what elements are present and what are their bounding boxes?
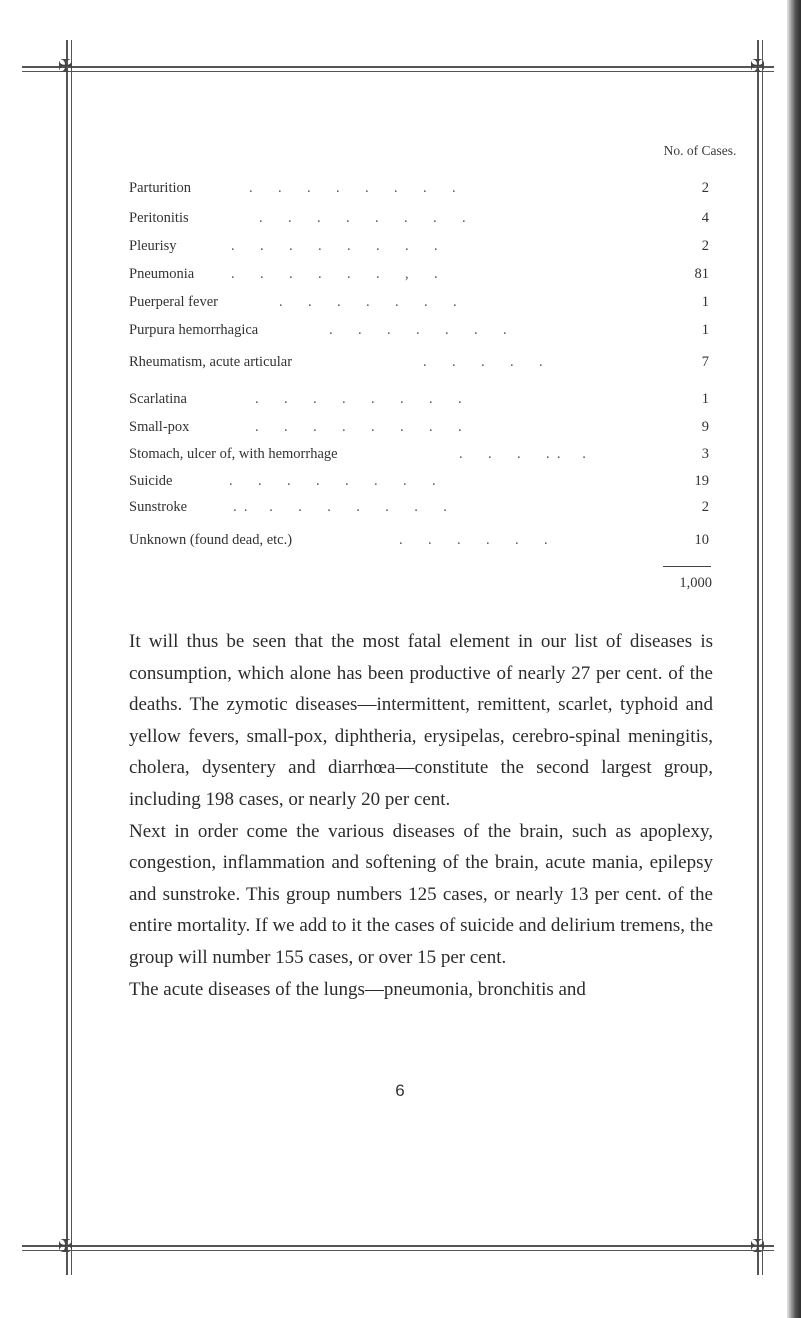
table-row	[129, 496, 709, 518]
row-label: Scarlatina	[129, 391, 187, 407]
table-row	[129, 319, 709, 341]
table-row	[129, 351, 709, 373]
row-value: 19	[694, 473, 709, 489]
row-value: 10	[694, 532, 709, 548]
border-left-rule-inner	[71, 40, 72, 1275]
paragraph: It will thus be seen that the most fatal element in our list of diseases is consumption, which alone has been productive of nearly 27 per cent. of the deaths. The zymotic diseases—intermittent, remittent, scarlet, typhoid and yellow fevers, small-pox, diphtheria, erysipelas, cerebro-spinal meningitis, cholera, dysentery and diarrhœa—constitute the second largest group, including 198 cases, or nearly 20 per cent.	[129, 631, 713, 810]
table-row	[129, 207, 709, 229]
column-header: No. of Cases.	[663, 143, 737, 158]
leader-dots: . . . . .	[423, 354, 543, 370]
row-value: 2	[701, 180, 709, 196]
border-bottom-rule	[22, 1245, 774, 1247]
body-text	[129, 626, 713, 1005]
corner-ornament-icon: ✠	[58, 56, 74, 77]
page-number: 6	[395, 1081, 405, 1100]
leader-dots: . . . . . . . .	[231, 238, 438, 254]
corner-ornament-icon: ✠	[750, 56, 766, 77]
table-row	[129, 416, 709, 438]
total-value: 1,000	[679, 575, 712, 591]
leader-dots: . . . . . . . .	[255, 419, 462, 435]
row-value: 1	[701, 294, 709, 310]
paragraph: Next in order come the various diseases of the brain, such as apoplexy, congestion, inflammation and softening of the brain, acute mania, epilepsy and sunstroke. This group numbers 125 cases, or nearly 13 per cent. of the entire mortality. If we add to it the cases of suicide and delirium tremens, the group will number 155 cases, or over 15 per cent.	[129, 820, 713, 968]
leader-dots: . . . . . . . .	[229, 473, 436, 489]
row-value: 2	[701, 499, 709, 515]
corner-ornament-icon: ✠	[750, 1236, 766, 1257]
total-rule	[663, 566, 711, 567]
row-label: Rheumatism, acute articular	[129, 354, 293, 370]
row-label: Purpura hemorrhagica	[129, 322, 259, 338]
row-label: Peritonitis	[129, 210, 189, 226]
table-row	[129, 529, 709, 551]
border-top-rule-inner	[22, 71, 774, 72]
leader-dots: . . . . . . . .	[255, 391, 462, 407]
table-row	[129, 177, 709, 199]
row-label: Sunstroke	[129, 499, 187, 515]
row-label: Stomach, ulcer of, with hemorrhage	[129, 446, 338, 462]
row-label: Pleurisy	[129, 238, 177, 254]
paragraph: The acute diseases of the lungs—pneumonia, bronchitis and	[129, 978, 586, 1000]
leader-dots: . . . . . . . . .	[233, 499, 447, 515]
row-value: 1	[701, 322, 709, 338]
row-label: Parturition	[129, 180, 192, 196]
row-value: 7	[701, 354, 709, 370]
leader-dots: . . . . . . , .	[231, 266, 438, 282]
table-row	[129, 470, 709, 492]
row-label: Pneumonia	[129, 266, 195, 282]
page-edge-shadow	[787, 0, 801, 1318]
corner-ornament-icon: ✠	[58, 1236, 74, 1257]
row-value: 9	[701, 419, 709, 435]
table-row	[129, 291, 709, 313]
border-left-rule	[66, 40, 68, 1275]
row-label: Unknown (found dead, etc.)	[129, 532, 293, 548]
table-row	[129, 235, 709, 257]
border-right-rule-inner	[762, 40, 763, 1275]
row-label: Suicide	[129, 473, 173, 489]
leader-dots: . . . . . . .	[329, 322, 507, 338]
leader-dots: . . . . . . . .	[259, 210, 466, 226]
leader-dots: . . . . . .	[399, 532, 548, 548]
row-label: Puerperal fever	[129, 294, 218, 310]
table-row	[129, 443, 709, 465]
row-value: 1	[701, 391, 709, 407]
leader-dots: . . . . . .	[459, 446, 586, 462]
row-value: 81	[694, 266, 709, 282]
row-value: 2	[701, 238, 709, 254]
table-row	[129, 263, 709, 285]
border-top-rule	[22, 66, 774, 68]
table-row	[129, 388, 709, 410]
leader-dots: . . . . . . . .	[249, 180, 456, 196]
leader-dots: . . . . . . .	[279, 294, 457, 310]
border-bottom-rule-inner	[22, 1250, 774, 1251]
border-right-rule	[757, 40, 759, 1275]
row-label: Small-pox	[129, 419, 190, 435]
row-value: 4	[701, 210, 709, 226]
row-value: 3	[701, 446, 709, 462]
